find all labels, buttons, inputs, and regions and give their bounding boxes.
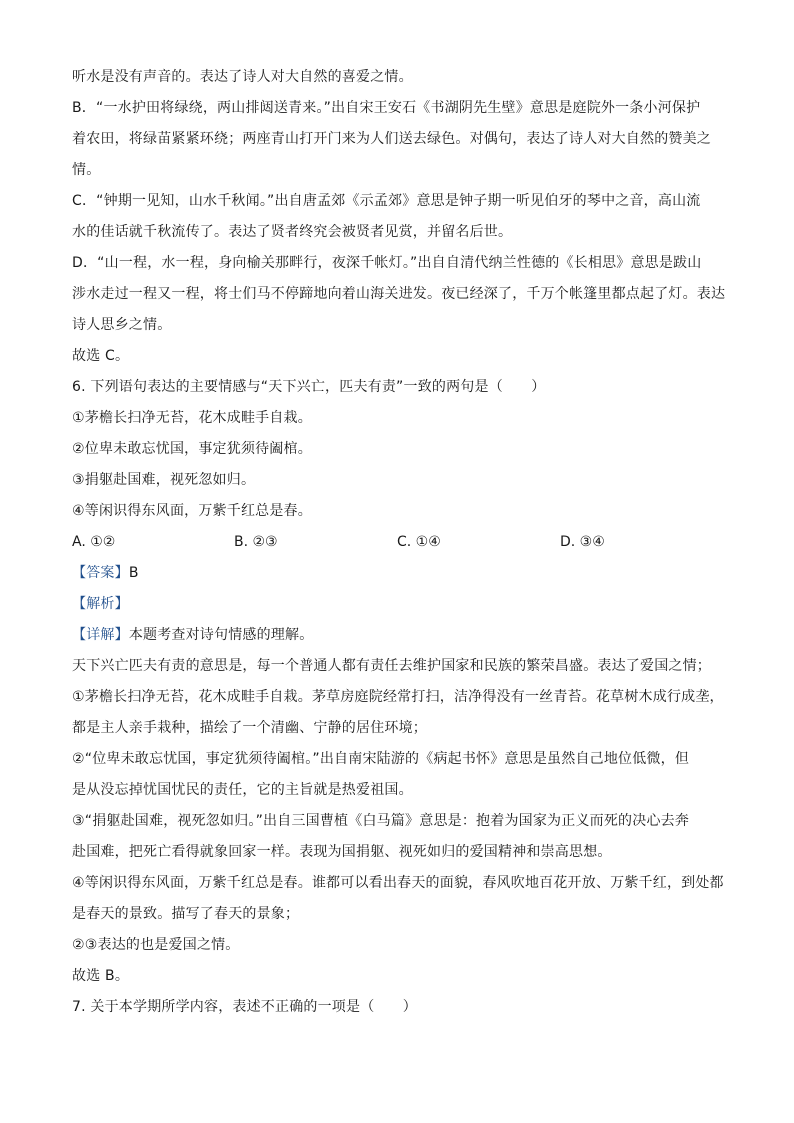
- analysis-tag: 【解析】: [72, 596, 129, 612]
- text-line: B．“一水护田将绿绕，两山排闼送青来。”出自宋王安石《书湖阴先生壁》意思是庭院外一条小河保护: [72, 100, 701, 116]
- text-line: 涉水走过一程又一程，将士们马不停蹄地向着山海关进发。夜已经深了，千万个帐篷里都点起了灯。表达: [72, 286, 726, 302]
- question-6-item-1: ①茅檐长扫净无苔，花木成畦手自栽。: [72, 410, 312, 426]
- question-6-item-3: ③捐躯赴国难，视死忽如归。: [72, 472, 256, 488]
- detail-text: 本题考查对诗句情感的理解。: [128, 627, 314, 643]
- question-6-item-2: ②位卑未敢忘忧国，事定犹须待阖棺。: [72, 441, 312, 457]
- text-line: 水的佳话就千秋流传了。表达了贤者终究会被贤者见赏，并留名后世。: [72, 224, 513, 240]
- text-line: 诗人思乡之情。: [72, 317, 172, 333]
- text-line: ②“位卑未敢忘忧国，事定犹须待阖棺。”出自南宋陆游的《病起书怀》意思是虽然自己地位低微，但: [72, 751, 690, 767]
- text-line: 赴国难，把死亡看得就象回家一样。表现为国捐躯、视死如归的爱国精神和崇高思想。: [72, 844, 612, 860]
- text-line: D．“山一程，水一程，身向榆关那畔行，夜深千帐灯。”出自自清代纳兰性德的《长相思》意思是跋山: [72, 255, 702, 271]
- text-line: ②③表达的也是爱国之情。: [72, 937, 240, 953]
- question-7-stem: 7. 关于本学期所学内容，表述不正确的一项是（ ）: [72, 999, 418, 1015]
- answer-line: [72, 558, 732, 589]
- text-line: C．“钟期一见知，山水千秋闻。”出自唐孟郊《示孟郊》意思是钟子期一听见伯牙的琴中之音，高山流: [72, 193, 701, 209]
- question-6-item-4: ④等闲识得东风面，万紫千红总是春。: [72, 503, 312, 519]
- text-line: ④等闲识得东风面，万紫千红总是春。谁都可以看出春天的面貌，春风吹地百花开放、万紫千红，到处都: [72, 875, 724, 891]
- text-line: 是春天的景致。描写了春天的景象；: [72, 906, 300, 922]
- analysis-line: [72, 589, 732, 620]
- option-c: C. ①④: [397, 534, 441, 550]
- answer-value: B: [128, 565, 139, 581]
- text-line: ①茅檐长扫净无苔，花木成畦手自栽。茅草房庭院经常打扫，洁净得没有一丝青苔。花草树木成行成垄，: [72, 689, 724, 705]
- detail-tag: 【详解】: [72, 627, 129, 643]
- text-line: 天下兴亡匹夫有责的意思是，每一个普通人都有责任去维护国家和民族的繁荣昌盛。表达了爱国之情；: [72, 658, 711, 674]
- text-line: 都是主人亲手栽种，描绘了一个清幽、宁静的居住环境；: [72, 720, 427, 736]
- text-line: 情。: [72, 162, 101, 178]
- text-line: 听水是没有声音的。表达了诗人对大自然的喜爱之情。: [72, 69, 413, 85]
- text-line: ③“捐躯赴国难，视死忽如归。”出自三国曹植《白马篇》意思是：抱着为国家为正义而死的决心去奔: [72, 813, 690, 829]
- option-b: B. ②③: [234, 534, 278, 550]
- answer-tag: 【答案】: [72, 565, 129, 581]
- option-d: D. ③④: [560, 534, 605, 550]
- option-a: A. ①②: [72, 534, 116, 550]
- question-6-options: [72, 527, 732, 558]
- detail-line: [72, 620, 732, 651]
- text-line: 故选 C。: [72, 348, 130, 364]
- text-line: 着农田，将绿苗紧紧环绕；两座青山打开门来为人们送去绿色。对偶句，表达了诗人对大自然的赞美之: [72, 131, 711, 147]
- text-line: 是从没忘掉忧国忧民的责任，它的主旨就是热爱祖国。: [72, 782, 413, 798]
- document-page: [72, 62, 732, 1023]
- question-6-stem: 6. 下列语句表达的主要情感与“天下兴亡，匹夫有责”一致的两句是（ ）: [72, 379, 546, 395]
- text-line: 故选 B。: [72, 968, 130, 984]
